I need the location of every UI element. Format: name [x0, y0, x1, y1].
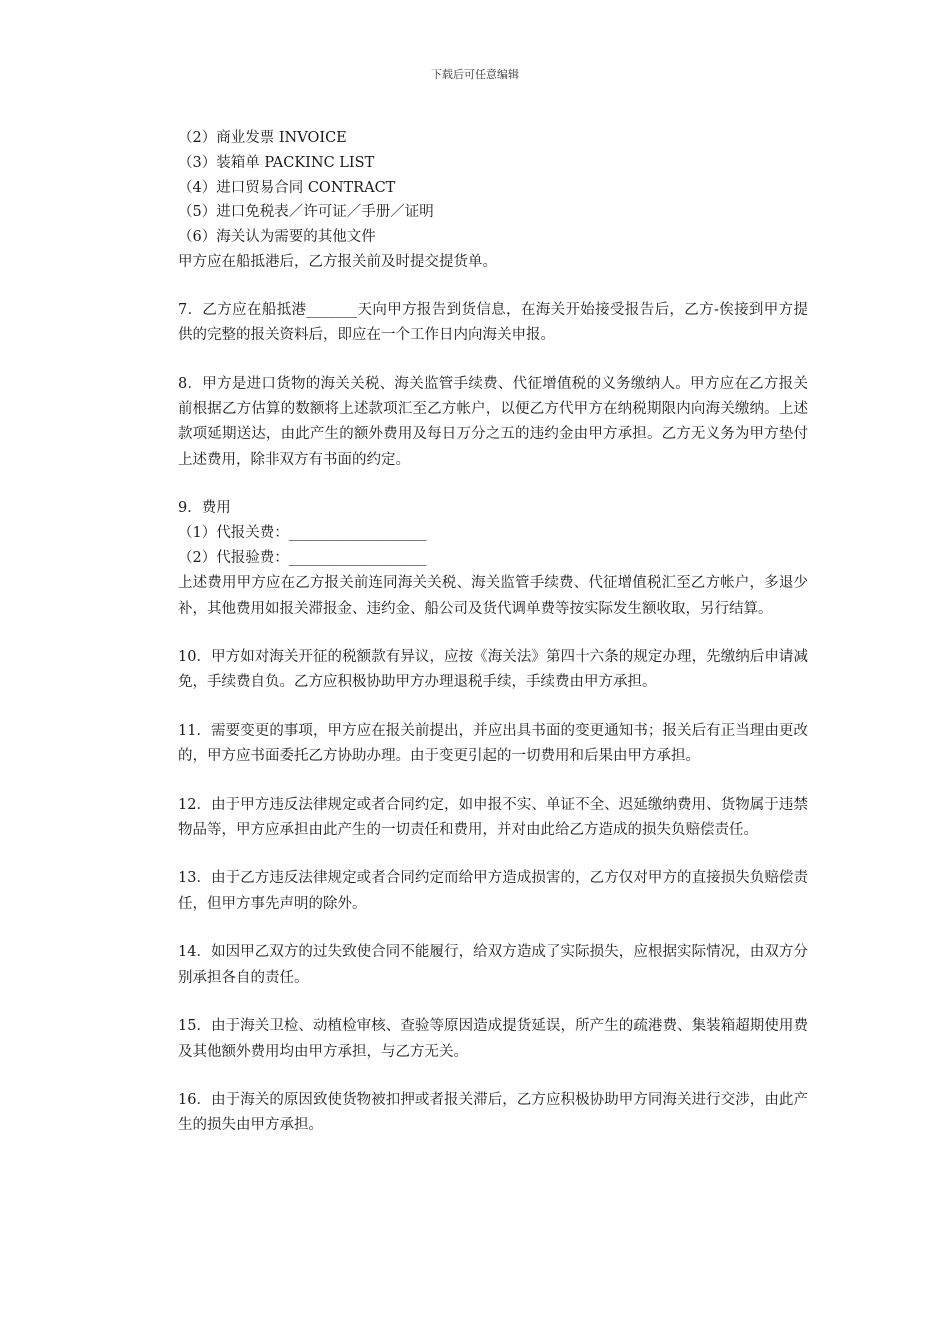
clause-12: 12．由于甲方违反法律规定或者合同约定，如申报不实、单证不全、迟延缴纳费用、货物属于违禁物品等，甲方应承担由此产生的一切责任和费用，并对由此给乙方造成的损失负赔偿责任。 [178, 796, 808, 839]
document-item: （4）进口贸易合同 CONTRACT [178, 179, 396, 196]
clause-7: 7．乙方应在船抵港_______天向甲方报告到货信息，在海关开始接受报告后，乙方-俟接到甲方提供的完整的报关资料后，即应在一个工作日内向海关申报。 [178, 301, 808, 344]
clause-14: 14．如因甲乙双方的过失致使合同不能履行，给双方造成了实际损失，应根据实际情况，由双方分别承担各自的责任。 [178, 944, 808, 986]
page-header: 下载后可任意编辑 [431, 68, 519, 81]
clause-13: 13．由于乙方违反法律规定或者合同约定而给甲方造成损害的，乙方仅对甲方的直接损失负赔偿责任，但甲方事先声明的除外。 [178, 870, 808, 912]
clause-9-title: 9．费用 [178, 500, 231, 517]
bill-of-lading-note: 甲方应在船抵港后，乙方报关前及时提交提货单。 [178, 253, 497, 270]
document-item: （3）装箱单 PACKINC LIST [178, 154, 375, 171]
clause-11: 11．需要变更的事项，甲方应在报关前提出，并应出具书面的变更通知书；报关后有正当理由更改的，甲方应书面委托乙方协助办理。由于变更引起的一切费用和后果由甲方承担。 [178, 722, 808, 765]
clause-9-fee-customs: （1）代报关费：___________________ [178, 525, 427, 542]
clause-15: 15．由于海关卫检、动植检审核、查验等原因造成提货延误，所产生的疏港费、集装箱超期使用费及其他额外费用均由甲方承担，与乙方无关。 [178, 1018, 808, 1060]
document-item: （2）商业发票 INVOICE [178, 130, 347, 146]
clause-9-fee-inspection: （2）代报验费：___________________ [178, 550, 427, 567]
clause-9-text: 上述费用甲方应在乙方报关前连同海关关税、海关监管手续费、代征增值税汇至乙方帐户，多退少补，其他费用如报关滞报金、违约金、船公司及货代调单费等按实际发生额收取，另行结算。 [178, 575, 808, 617]
clause-16: 16．由于海关的原因致使货物被扣押或者报关滞后，乙方应积极协助甲方同海关进行交涉，由此产生的损失由甲方承担。 [178, 1091, 808, 1134]
clause-10: 10．甲方如对海关开征的税额款有异议，应按《海关法》第四十六条的规定办理，先缴纳后申请减免，手续费自负。乙方应积极协助甲方办理退税手续，手续费由甲方承担。 [178, 649, 808, 691]
document-item: （6）海关认为需要的其他文件 [178, 229, 376, 246]
document-body [178, 126, 808, 1139]
document-item: （5）进口免税表／许可证／手册／证明 [178, 204, 434, 221]
clause-8: 8．甲方是进口货物的海关关税、海关监管手续费、代征增值税的义务缴纳人。甲方应在乙方报关前根据乙方估算的数额将上述款项汇至乙方帐户，以便乙方代甲方在纳税期限内向海关缴纳。上述款项延期送达，由此产生的额外费用及每日万分之五的违约金由甲方承担。乙方无义务为甲方垫付上述费用，除非双方有书面的约定。 [178, 375, 808, 468]
